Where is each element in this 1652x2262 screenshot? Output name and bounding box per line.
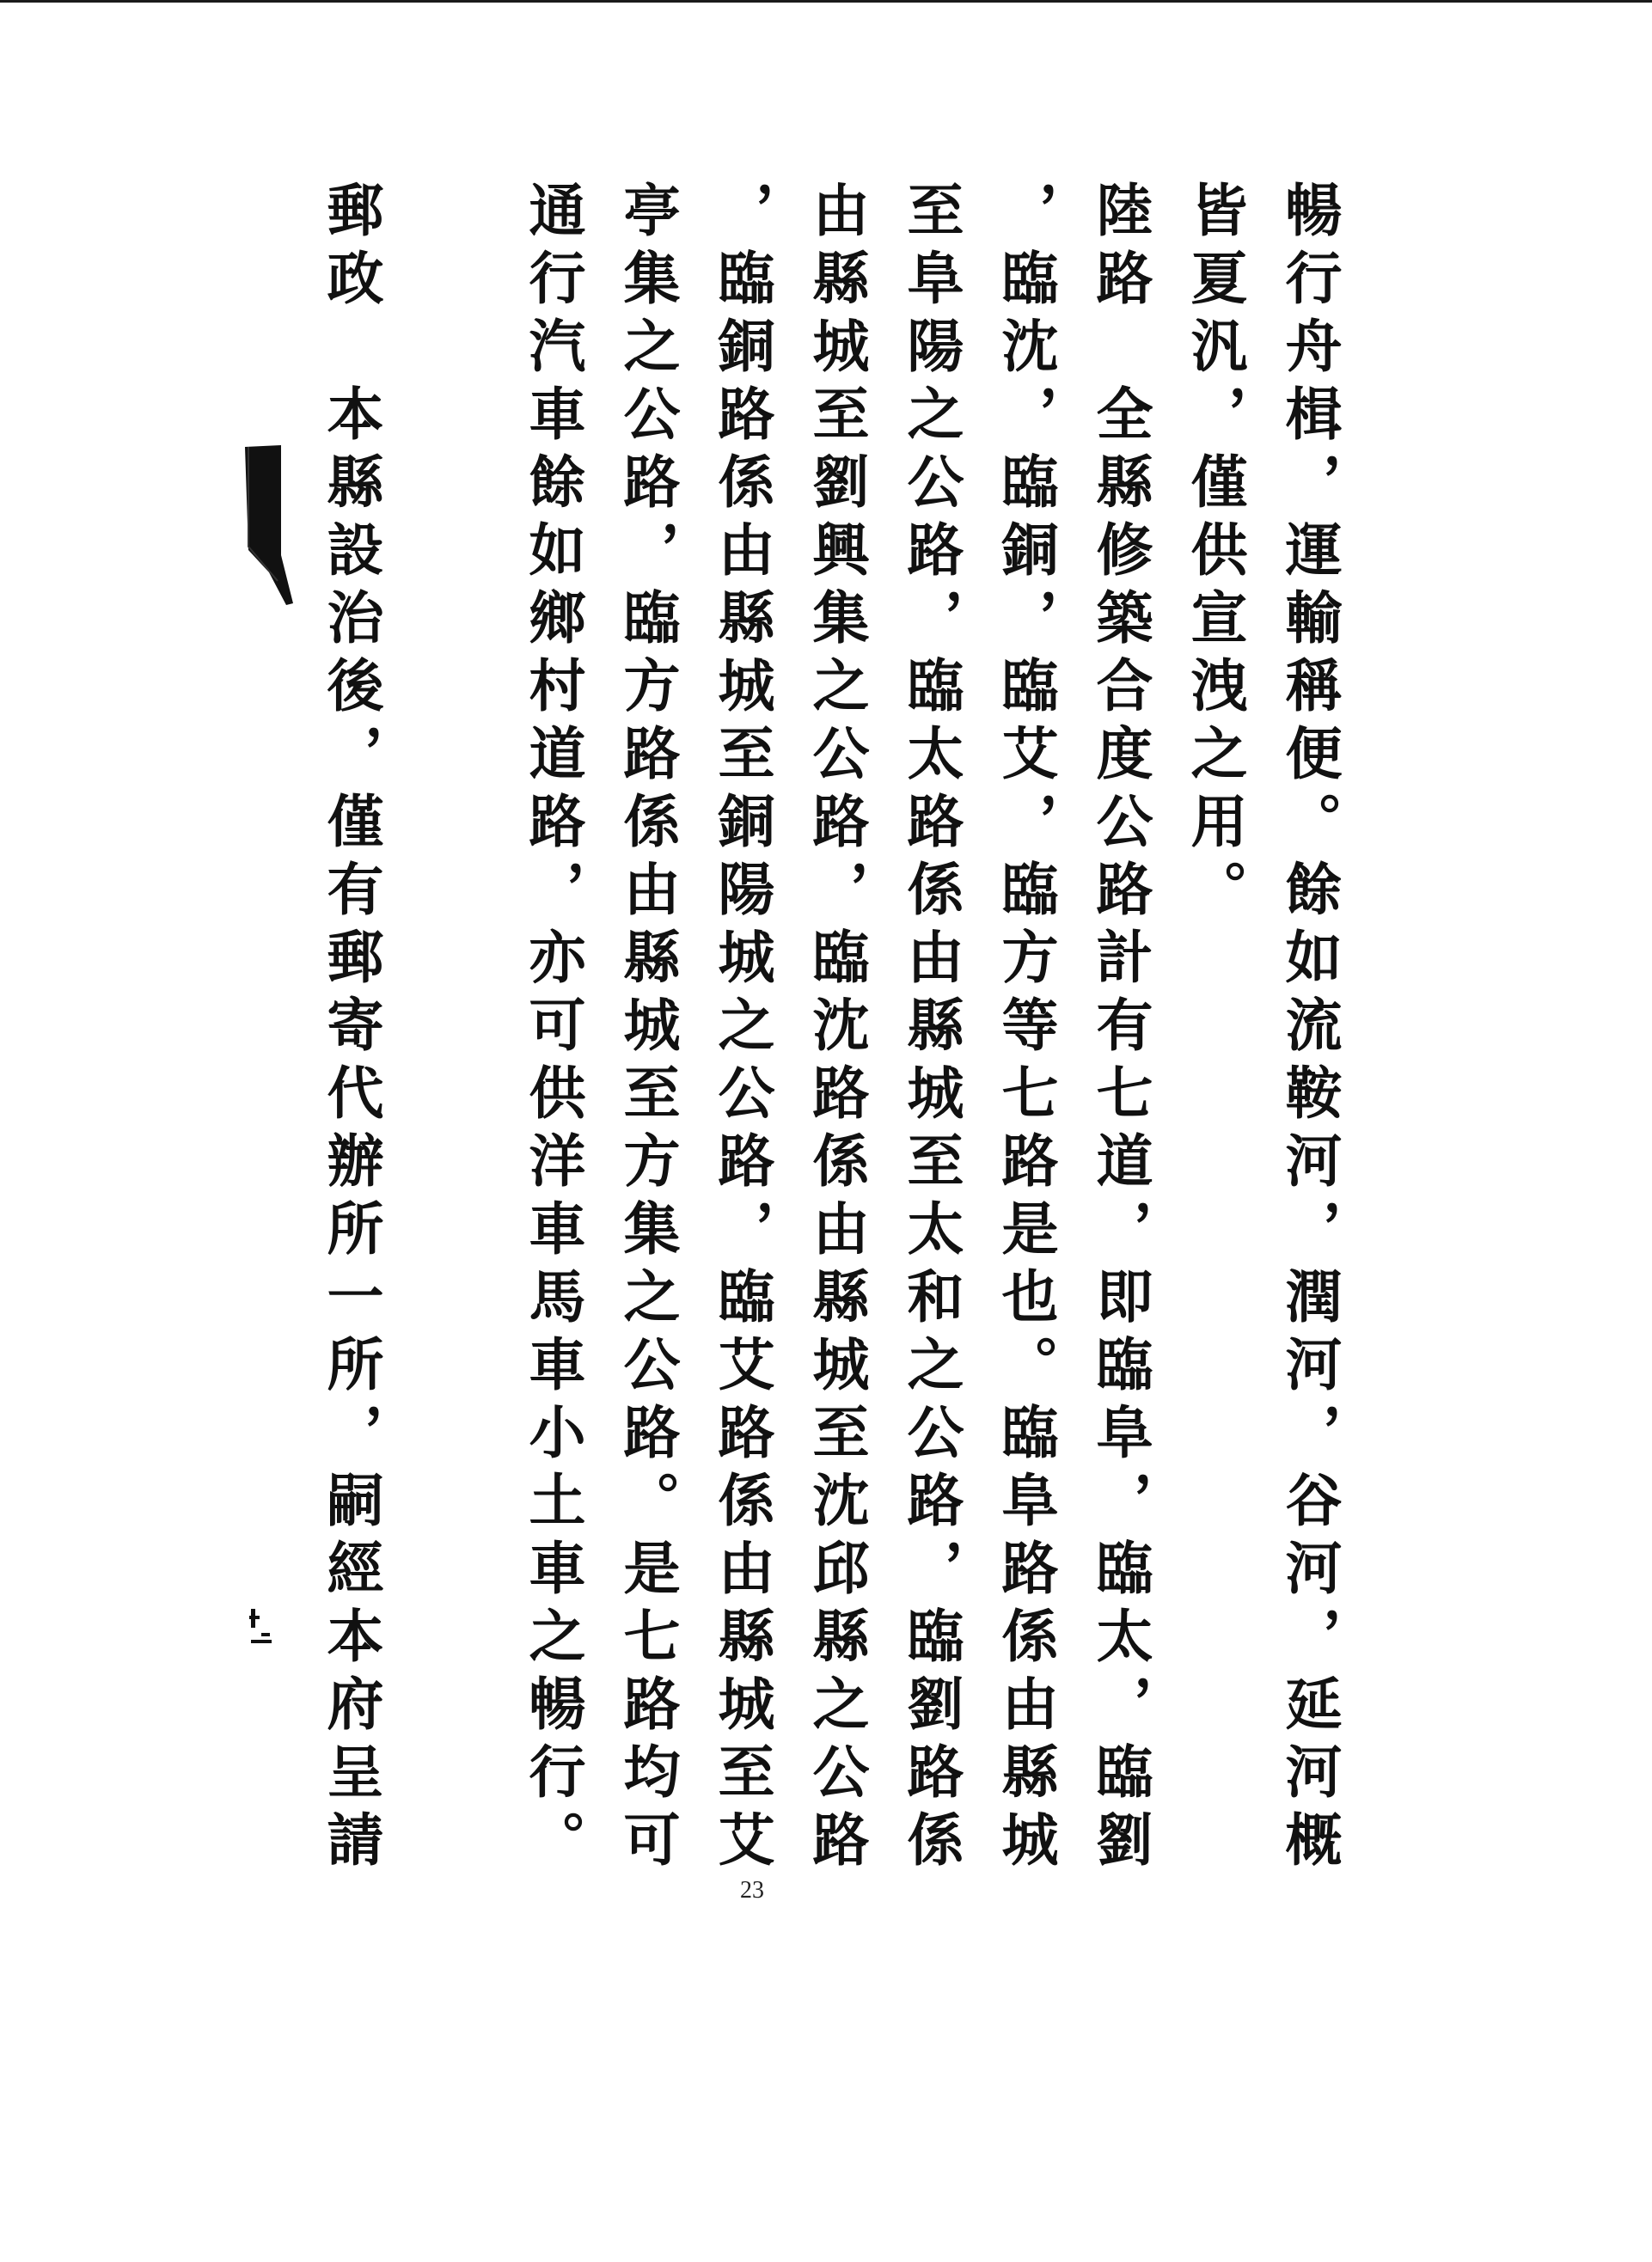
text-column-6: 由縣城至劉興集之公路，臨沈路係由縣城至沈邱縣之公路 [803,180,870,1878]
bookmark-tab-icon [243,443,295,607]
text-column-8: 亭集之公路，臨方路係由縣城至方集之公路。是七路均可 [614,180,681,1878]
page-number: 23 [740,1877,764,1904]
margin-numeral-mark [248,1607,273,1647]
text-column-4: ，臨沈，臨銅，臨艾，臨方等七路是也。臨阜路係由縣城 [992,180,1059,1878]
text-column-2: 皆夏汎，僅供宣洩之用。 [1181,180,1248,927]
text-column-1: 暢行舟楫，運輸稱便。餘如流鞍河，潤河，谷河，延河概 [1276,180,1343,1878]
text-column-9: 通行汽車餘如鄉村道路，亦可供洋車馬車小土車之暢行。 [519,180,586,1878]
text-column-7: ，臨銅路係由縣城至銅陽城之公路，臨艾路係由縣城至艾 [708,180,775,1878]
vertical-text-body [309,180,1354,1899]
page-top-border [0,0,1652,3]
text-column-5: 至阜陽之公路，臨太路係由縣城至太和之公路，臨劉路係 [897,180,964,1878]
text-column-3: 陸路 全縣修築合度公路計有七道，即臨阜，臨太，臨劉 [1086,180,1153,1878]
text-column-10: 郵政 本縣設治後，僅有郵寄代辦所一所，嗣經本府呈請 [317,180,384,1878]
